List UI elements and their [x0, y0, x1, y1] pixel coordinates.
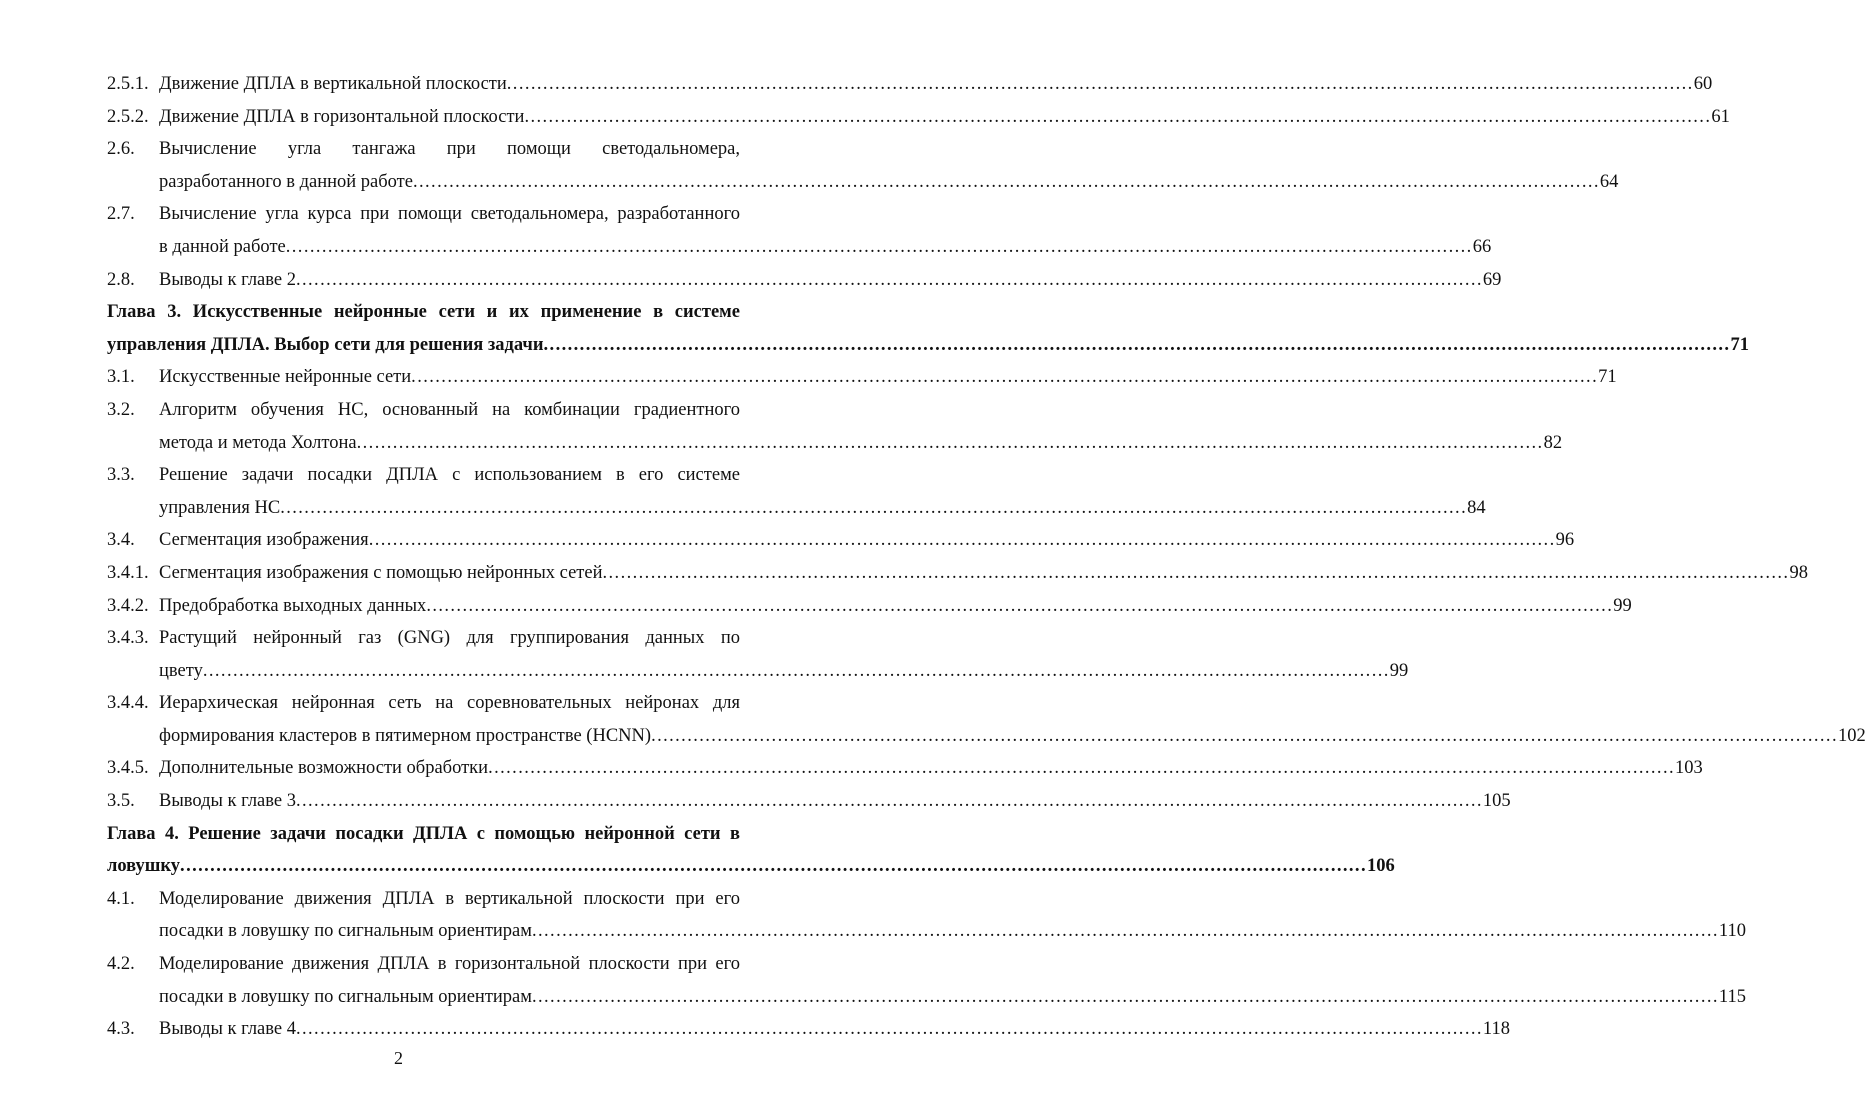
toc-leader-dots — [603, 557, 1790, 590]
toc-entry-title-line1: Вычисление угла тангажа при помощи светодальномера, — [159, 139, 740, 160]
toc-leader-dots — [296, 785, 1483, 818]
toc-leader-dots — [357, 427, 1544, 460]
toc-leader-dots — [413, 166, 1600, 199]
toc-entry-page: 102 — [1838, 725, 1866, 746]
toc-entry-4-1 — [107, 883, 740, 916]
toc-entry-number: 3.4.3. — [107, 628, 149, 649]
toc-entry-title: формирования кластеров в пятимерном пространстве (HCNN) — [159, 725, 652, 746]
toc-entry-page: 66 — [1472, 236, 1492, 257]
toc-entry-title: Движение ДПЛА в вертикальной плоскости — [159, 74, 507, 94]
toc-entry-3-5 — [107, 785, 1511, 818]
toc-leader-dots — [411, 361, 1598, 394]
toc-entry-3-3-cont — [107, 492, 1486, 525]
table-of-contents — [107, 68, 1866, 1046]
toc-entry-page: 118 — [1482, 1019, 1510, 1040]
toc-entry-title: Предобработка выходных данных — [159, 595, 427, 616]
toc-entry-number: 3.5. — [107, 791, 135, 812]
toc-entry-number: 3.4.5. — [107, 758, 149, 779]
toc-leader-dots — [180, 850, 1367, 883]
toc-entry-number: 2.5.1. — [107, 74, 149, 94]
toc-leader-dots — [296, 1013, 1483, 1046]
toc-entry-number: 2.6. — [107, 139, 135, 160]
toc-entry-title: Выводы к главе 3 — [159, 791, 296, 812]
toc-entry-title: Сегментация изображения с помощью нейронных сетей — [159, 562, 603, 583]
toc-leader-dots — [544, 329, 1731, 362]
toc-entry-page: 106 — [1366, 856, 1395, 877]
toc-chapter-title-line1: Глава 4. Решение задачи посадки ДПЛА с помощью нейронной сети в — [107, 823, 740, 844]
toc-entry-page: 60 — [1693, 74, 1713, 94]
toc-entry-3-4 — [107, 524, 1575, 557]
toc-entry-number: 3.1. — [107, 367, 135, 388]
toc-entry-page: 71 — [1598, 367, 1617, 388]
toc-leader-dots — [524, 101, 1711, 134]
toc-leader-dots — [369, 524, 1556, 557]
toc-entry-number: 3.4.1. — [107, 562, 149, 583]
toc-entry-page: 69 — [1482, 269, 1502, 290]
toc-entry-page: 103 — [1675, 758, 1703, 779]
toc-entry-4-3 — [107, 1013, 1510, 1046]
toc-entry-2-5-1 — [107, 68, 1713, 101]
toc-entry-2-7-cont — [107, 231, 1492, 264]
toc-entry-3-1 — [107, 361, 1617, 394]
toc-chapter-title-line1: Глава 3. Искусственные нейронные сети и их применение в системе — [107, 302, 740, 323]
toc-entry-page: 64 — [1599, 171, 1619, 192]
toc-entry-page: 84 — [1467, 497, 1486, 518]
page-number: 2 — [394, 1048, 403, 1068]
toc-leader-dots — [507, 68, 1694, 101]
toc-entry-number: 4.3. — [107, 1019, 135, 1040]
toc-leader-dots — [280, 492, 1467, 525]
toc-leader-dots — [426, 590, 1613, 623]
toc-entry-title: Выводы к главе 2 — [159, 269, 296, 290]
toc-entry-title-line1: Моделирование движения ДПЛА в вертикальной плоскости при его — [159, 888, 740, 909]
toc-entry-4-2-cont — [107, 981, 1746, 1014]
toc-entry-3-2 — [107, 394, 740, 427]
toc-entry-page: 115 — [1718, 986, 1746, 1007]
toc-entry-4-1-cont — [107, 915, 1746, 948]
toc-leader-dots — [532, 981, 1719, 1014]
toc-entry-page: 61 — [1711, 106, 1730, 127]
toc-entry-number: 4.2. — [107, 954, 135, 975]
toc-entry-title-line1: Алгоритм обучения НС, основанный на комбинации градиентного — [159, 399, 740, 420]
toc-entry-title: Дополнительные возможности обработки — [159, 758, 489, 779]
toc-entry-3-4-3 — [107, 622, 740, 655]
toc-entry-page: 71 — [1730, 334, 1749, 355]
toc-entry-3-4-3-cont — [107, 655, 1409, 688]
toc-entry-title: в данной работе — [159, 236, 286, 257]
toc-entry-3-4-2 — [107, 590, 1632, 623]
toc-entry-title: посадки в ловушку по сигнальным ориентирам — [159, 921, 532, 942]
toc-entry-page: 98 — [1789, 562, 1808, 583]
toc-chapter-title: управления ДПЛА. Выбор сети для решения задачи — [107, 334, 544, 355]
toc-chapter-4-cont — [107, 850, 1395, 883]
toc-entry-title-line1: Решение задачи посадки ДПЛА с использованием в его системе — [159, 465, 740, 486]
toc-entry-number: 3.3. — [107, 465, 135, 486]
toc-entry-3-2-cont — [107, 427, 1563, 460]
toc-entry-title-line1: Моделирование движения ДПЛА в горизонтальной плоскости при его — [159, 954, 740, 975]
toc-leader-dots — [488, 752, 1675, 785]
toc-entry-title: метода и метода Холтона — [159, 432, 357, 453]
toc-entry-number: 4.1. — [107, 888, 135, 909]
toc-entry-number: 3.2. — [107, 399, 135, 420]
toc-entry-title: посадки в ловушку по сигнальным ориентирам — [159, 986, 532, 1007]
toc-entry-number: 2.8. — [107, 269, 135, 290]
toc-entry-2-5-2 — [107, 101, 1730, 134]
toc-entry-title-line1: Иерархическая нейронная сеть на соревновательных нейронах для — [159, 693, 740, 714]
toc-entry-number: 2.7. — [107, 204, 135, 225]
toc-entry-title: управления НС — [159, 497, 281, 518]
toc-entry-title: Сегментация изображения — [159, 530, 369, 551]
toc-entry-4-2 — [107, 948, 740, 981]
toc-entry-title: Искусственные нейронные сети — [159, 367, 412, 388]
toc-entry-title: цвету — [159, 660, 203, 681]
toc-entry-title: разработанного в данной работе — [159, 171, 413, 192]
toc-entry-page: 110 — [1718, 921, 1746, 942]
toc-chapter-4 — [107, 818, 740, 851]
toc-entry-2-6 — [107, 133, 740, 166]
toc-entry-2-6-cont — [107, 166, 1619, 199]
toc-chapter-3 — [107, 296, 740, 329]
toc-entry-3-4-4-cont — [107, 720, 1866, 753]
toc-entry-page: 96 — [1555, 530, 1575, 551]
toc-entry-3-4-4 — [107, 687, 740, 720]
toc-entry-title: Движение ДПЛА в горизонтальной плоскости — [159, 106, 525, 127]
toc-entry-page: 105 — [1482, 791, 1511, 812]
toc-entry-number: 3.4.2. — [107, 595, 149, 616]
toc-entry-2-8 — [107, 264, 1502, 297]
toc-entry-number: 2.5.2. — [107, 106, 149, 127]
toc-entry-page: 99 — [1613, 595, 1632, 616]
toc-entry-number: 3.4.4. — [107, 693, 149, 714]
toc-entry-title-line1: Вычисление угла курса при помощи светодальномера, разработанного — [159, 204, 740, 225]
toc-leader-dots — [532, 915, 1719, 948]
toc-leader-dots — [203, 655, 1390, 688]
toc-entry-2-7 — [107, 198, 740, 231]
toc-leader-dots — [651, 720, 1838, 753]
toc-entry-3-3 — [107, 459, 740, 492]
toc-chapter-title: ловушку — [107, 856, 181, 877]
toc-entry-3-4-5 — [107, 752, 1703, 785]
toc-leader-dots — [296, 264, 1483, 297]
toc-entry-page: 99 — [1389, 660, 1409, 681]
toc-entry-title-line1: Растущий нейронный газ (GNG) для группирования данных по — [159, 628, 740, 649]
toc-entry-title: Выводы к главе 4 — [159, 1019, 296, 1040]
toc-entry-number: 3.4. — [107, 530, 135, 551]
toc-leader-dots — [286, 231, 1473, 264]
toc-entry-page: 82 — [1543, 432, 1563, 453]
toc-chapter-3-cont — [107, 329, 1749, 362]
toc-entry-3-4-1 — [107, 557, 1808, 590]
